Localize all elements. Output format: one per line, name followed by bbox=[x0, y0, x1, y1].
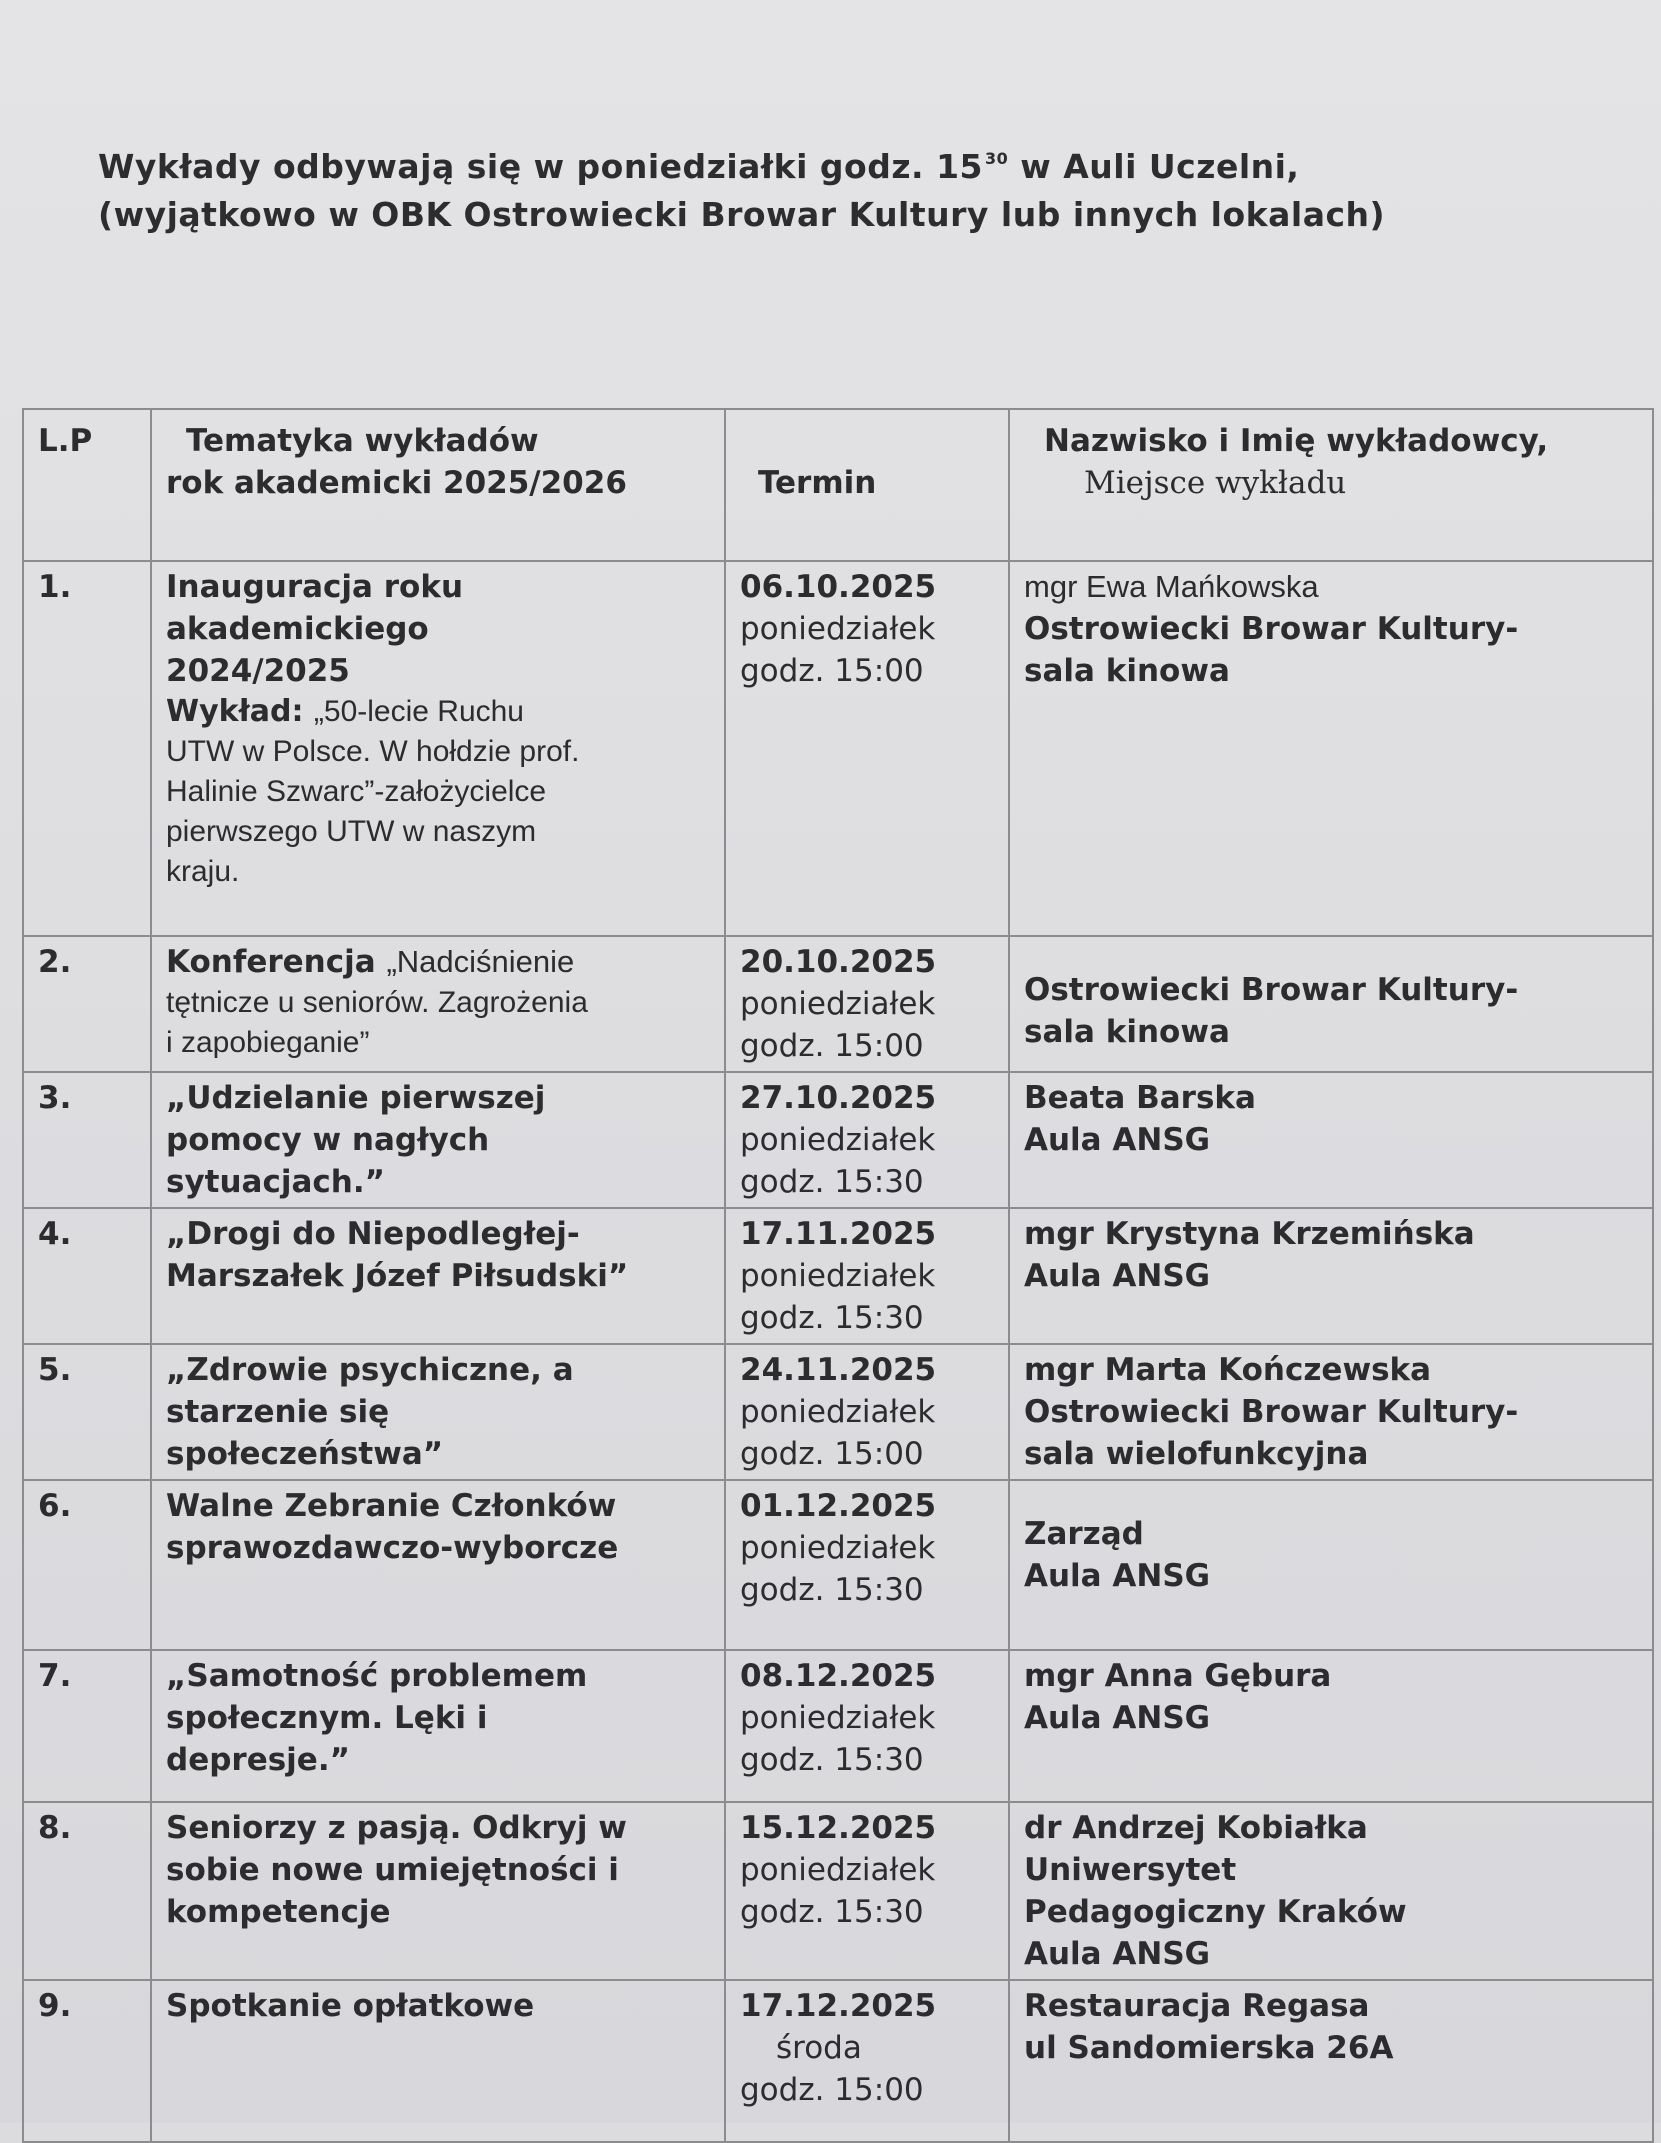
lecture-place: sala kinowa bbox=[1024, 1014, 1230, 1050]
header-line-1-end: w Auli Uczelni, bbox=[1008, 147, 1300, 186]
header-date-label: Termin bbox=[758, 465, 877, 501]
topic-line: społecznym. Lęki i bbox=[166, 1700, 488, 1736]
lecture-place: Pedagogiczny Kraków bbox=[1024, 1894, 1407, 1930]
day-value: poniedziałek bbox=[740, 1700, 936, 1736]
time-value: godz. 15:30 bbox=[740, 1742, 924, 1778]
row-topic bbox=[151, 1208, 725, 1344]
lecturer-name: mgr Anna Gębura bbox=[1024, 1658, 1332, 1694]
topic-line: Spotkanie opłatkowe bbox=[166, 1988, 535, 2024]
header-lecturer-line-2: Miejsce wykładu bbox=[1084, 465, 1347, 501]
date-value: 17.12.2025 bbox=[740, 1988, 937, 2024]
topic-subline: Halinie Szwarc”-założycielce bbox=[166, 775, 547, 808]
topic-subline: UTW w Polsce. W hołdzie prof. bbox=[166, 735, 580, 768]
topic-line: społeczeństwa” bbox=[166, 1436, 444, 1472]
time-value: godz. 15:00 bbox=[740, 1436, 924, 1472]
day-value: poniedziałek bbox=[740, 986, 936, 1022]
date-value: 15.12.2025 bbox=[740, 1810, 937, 1846]
lecture-place: Aula ANSG bbox=[1024, 1700, 1211, 1736]
row-number: 1. bbox=[23, 561, 151, 936]
day-value: poniedziałek bbox=[740, 1394, 936, 1430]
row-date bbox=[725, 1072, 1009, 1208]
topic-subline bbox=[166, 692, 710, 732]
row-topic bbox=[151, 1802, 725, 1980]
lecture-place: Uniwersytet bbox=[1024, 1852, 1237, 1888]
header-topic bbox=[151, 409, 725, 561]
header-line-1-text: Wykłady odbywają się w poniedziałki godz. 15 bbox=[98, 147, 983, 186]
row-number: 4. bbox=[23, 1208, 151, 1344]
topic-line: „Samotność problemem bbox=[166, 1658, 588, 1694]
row-topic bbox=[151, 561, 725, 936]
date-value: 27.10.2025 bbox=[740, 1080, 937, 1116]
topic-line: Inauguracja roku bbox=[166, 569, 464, 605]
lecture-place: sala wielofunkcyjna bbox=[1024, 1436, 1369, 1472]
row-number: 9. bbox=[23, 1980, 151, 2142]
row-date bbox=[725, 936, 1009, 1072]
row-lecturer bbox=[1009, 1208, 1653, 1344]
lecturer-name: mgr Marta Kończewska bbox=[1024, 1352, 1432, 1388]
time-value: godz. 15:30 bbox=[740, 1572, 924, 1608]
row-number: 3. bbox=[23, 1072, 151, 1208]
topic-line: „Drogi do Niepodległej- bbox=[166, 1216, 580, 1252]
table-header-row bbox=[23, 409, 1653, 561]
lecture-place: Aula ANSG bbox=[1024, 1122, 1211, 1158]
header-lecturer bbox=[1009, 409, 1653, 561]
row-topic bbox=[151, 1072, 725, 1208]
topic-subline: kraju. bbox=[166, 855, 240, 888]
row-lecturer bbox=[1009, 1802, 1653, 1980]
lecture-schedule-table bbox=[22, 408, 1654, 2143]
header-line-2: (wyjątkowo w OBK Ostrowiecki Browar Kultury lub innych lokalach) bbox=[98, 195, 1386, 234]
time-value: godz. 15:30 bbox=[740, 1164, 924, 1200]
lecture-place: Ostrowiecki Browar Kultury- bbox=[1024, 1394, 1519, 1430]
date-value: 08.12.2025 bbox=[740, 1658, 937, 1694]
header-lp: L.P bbox=[23, 409, 151, 561]
table-row bbox=[23, 1072, 1653, 1208]
topic-line: sobie nowe umiejętności i bbox=[166, 1852, 619, 1888]
row-number: 5. bbox=[23, 1344, 151, 1480]
document-header bbox=[98, 135, 1578, 239]
day-value: poniedziałek bbox=[740, 1530, 936, 1566]
day-value: poniedziałek bbox=[740, 1122, 936, 1158]
table-row bbox=[23, 936, 1653, 1072]
row-lecturer bbox=[1009, 936, 1653, 1072]
row-topic bbox=[151, 1480, 725, 1650]
topic-line: „Zdrowie psychiczne, a bbox=[166, 1352, 574, 1388]
table-row bbox=[23, 1802, 1653, 1980]
topic-subline: pierwszego UTW w naszym bbox=[166, 815, 537, 848]
lecturer-name: Restauracja Regasa bbox=[1024, 1988, 1370, 2024]
lecturer-name: Zarząd bbox=[1024, 1516, 1144, 1552]
lecture-place: Ostrowiecki Browar Kultury- bbox=[1024, 611, 1519, 647]
time-value: godz. 15:30 bbox=[740, 1300, 924, 1336]
row-date bbox=[725, 1980, 1009, 2142]
topic-line: „Udzielanie pierwszej bbox=[166, 1080, 546, 1116]
header-line-1 bbox=[98, 135, 1578, 191]
topic-subline: tętnicze u seniorów. Zagrożenia bbox=[166, 986, 588, 1019]
header-topic-line-2: rok akademicki 2025/2026 bbox=[166, 465, 627, 501]
lecturer-name: mgr Ewa Mańkowska bbox=[1024, 569, 1319, 604]
header-topic-line-1: Tematyka wykładów bbox=[186, 423, 539, 459]
topic-line: starzenie się bbox=[166, 1394, 390, 1430]
table-row bbox=[23, 1980, 1653, 2142]
topic-line: Walne Zebranie Członków bbox=[166, 1488, 617, 1524]
row-date bbox=[725, 1480, 1009, 1650]
topic-line bbox=[166, 941, 710, 983]
time-value: godz. 15:30 bbox=[740, 1894, 924, 1930]
topic-sub-head: Wykład: bbox=[166, 694, 314, 729]
lecture-place: Aula ANSG bbox=[1024, 1258, 1211, 1294]
date-value: 17.11.2025 bbox=[740, 1216, 937, 1252]
row-lecturer bbox=[1009, 1480, 1653, 1650]
table-row bbox=[23, 1650, 1653, 1802]
row-topic bbox=[151, 1980, 725, 2142]
lecture-place: sala kinowa bbox=[1024, 653, 1230, 689]
table-row bbox=[23, 561, 1653, 936]
time-value: godz. 15:00 bbox=[740, 2072, 924, 2108]
topic-head: Konferencja bbox=[166, 944, 387, 980]
header-time-superscript: 30 bbox=[985, 149, 1009, 168]
lecturer-name: mgr Krystyna Krzemińska bbox=[1024, 1216, 1475, 1252]
day-value: poniedziałek bbox=[740, 1258, 936, 1294]
table-row bbox=[23, 1208, 1653, 1344]
row-date bbox=[725, 561, 1009, 936]
row-date bbox=[725, 1650, 1009, 1802]
row-lecturer bbox=[1009, 1072, 1653, 1208]
row-date bbox=[725, 1802, 1009, 1980]
lecture-place: Aula ANSG bbox=[1024, 1558, 1211, 1594]
row-topic bbox=[151, 936, 725, 1072]
table-row bbox=[23, 1480, 1653, 1650]
date-value: 24.11.2025 bbox=[740, 1352, 937, 1388]
row-number: 6. bbox=[23, 1480, 151, 1650]
topic-line: 2024/2025 bbox=[166, 653, 350, 689]
lecture-place: Aula ANSG bbox=[1024, 1936, 1211, 1972]
row-lecturer bbox=[1009, 1980, 1653, 2142]
topic-line: Marszałek Józef Piłsudski” bbox=[166, 1258, 629, 1294]
row-number: 8. bbox=[23, 1802, 151, 1980]
topic-line: Seniorzy z pasją. Odkryj w bbox=[166, 1810, 627, 1846]
row-lecturer bbox=[1009, 1344, 1653, 1480]
topic-subline: i zapobieganie” bbox=[166, 1026, 370, 1059]
topic-line: sytuacjach.” bbox=[166, 1164, 385, 1200]
row-lecturer bbox=[1009, 1650, 1653, 1802]
row-number: 2. bbox=[23, 936, 151, 1072]
day-value: poniedziałek bbox=[740, 1852, 936, 1888]
topic-line: depresje.” bbox=[166, 1742, 350, 1778]
day-value: poniedziałek bbox=[740, 611, 936, 647]
row-topic bbox=[151, 1344, 725, 1480]
row-date bbox=[725, 1344, 1009, 1480]
time-value: godz. 15:00 bbox=[740, 653, 924, 689]
lecture-place: Ostrowiecki Browar Kultury- bbox=[1024, 972, 1519, 1008]
lecturer-name: dr Andrzej Kobiałka bbox=[1024, 1810, 1368, 1846]
date-value: 06.10.2025 bbox=[740, 569, 937, 605]
spacer bbox=[1024, 1485, 1638, 1513]
header-lecturer-line-1: Nazwisko i Imię wykładowcy, bbox=[1044, 423, 1549, 459]
day-value: środa bbox=[776, 2030, 862, 2066]
header-date bbox=[725, 409, 1009, 561]
topic-line: akademickiego bbox=[166, 611, 429, 647]
row-date bbox=[725, 1208, 1009, 1344]
table-row bbox=[23, 1344, 1653, 1480]
date-value: 01.12.2025 bbox=[740, 1488, 937, 1524]
row-topic bbox=[151, 1650, 725, 1802]
row-number: 7. bbox=[23, 1650, 151, 1802]
date-value: 20.10.2025 bbox=[740, 944, 937, 980]
lecture-place: ul Sandomierska 26A bbox=[1024, 2030, 1394, 2066]
row-lecturer bbox=[1009, 561, 1653, 936]
topic-line: pomocy w nagłych bbox=[166, 1122, 490, 1158]
spacer bbox=[1024, 941, 1638, 969]
lecturer-name: Beata Barska bbox=[1024, 1080, 1256, 1116]
topic-line: sprawozdawczo-wyborcze bbox=[166, 1530, 619, 1566]
topic-line: kompetencje bbox=[166, 1894, 391, 1930]
topic-rest: „Nadciśnienie bbox=[386, 944, 575, 979]
topic-sub-text: „50-lecie Ruchu bbox=[313, 695, 524, 728]
time-value: godz. 15:00 bbox=[740, 1028, 924, 1064]
